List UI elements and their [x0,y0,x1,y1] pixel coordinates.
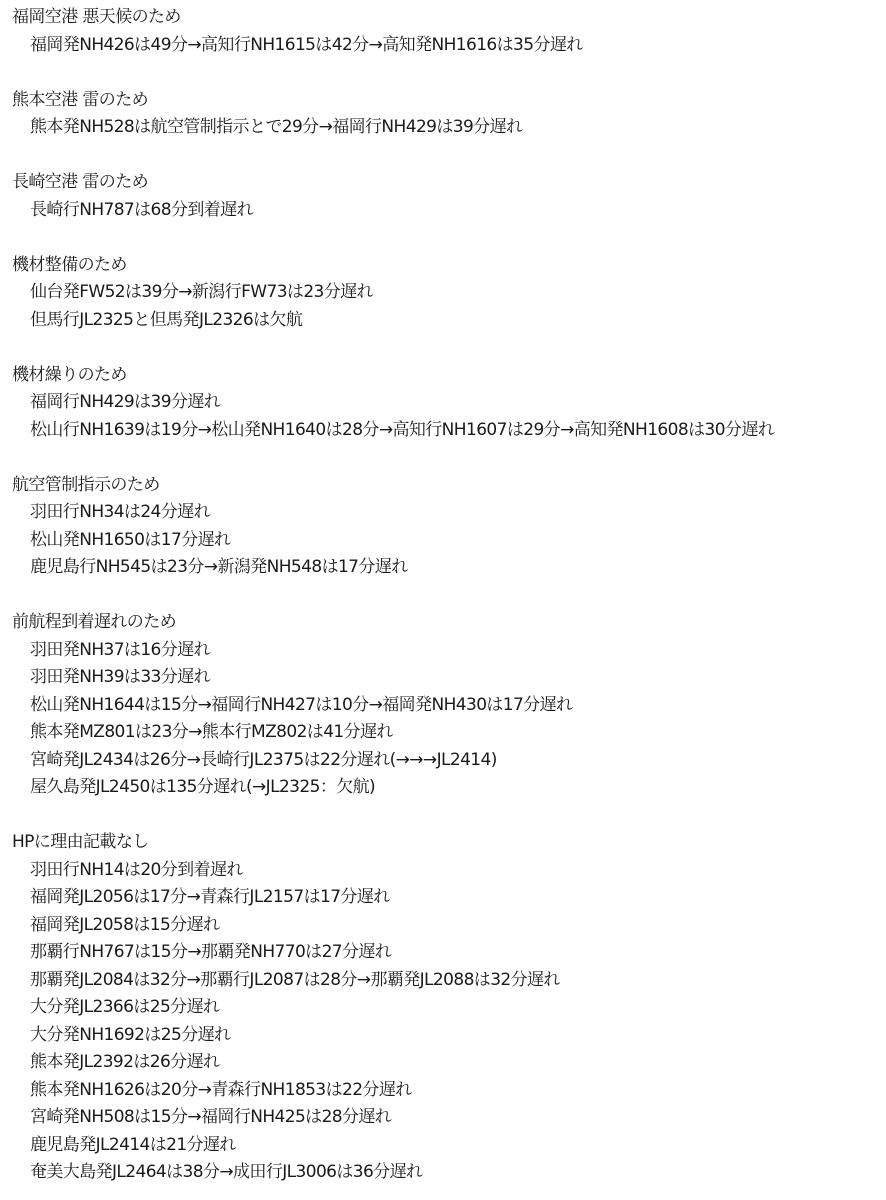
delay-line: 松山発NH1650は17分遅れ [30,529,231,550]
section-fukuoka-weather [12,4,886,59]
delay-line: 羽田行NH14は20分到着遅れ [30,859,243,880]
delay-line: 熊本発MZ801は23分→熊本行MZ802は41分遅れ [30,722,393,742]
delay-line: 大分発NH1692は25分遅れ [30,1024,231,1045]
delay-line: 松山発NH1644は15分→福岡行NH427は10分→福岡発NH430は17分遅れ [30,694,573,715]
delay-line: 那覇発JL2084は32分→那覇行JL2087は28分→那覇発JL2088は32分遅れ [30,969,560,990]
delay-line: 熊本発NH1626は20分→青森行NH1853は22分遅れ [30,1079,412,1100]
delay-line: 福岡行NH429は39分遅れ [30,392,221,412]
delay-line: 福岡発JL2056は17分→青森行JL2157は17分遅れ [30,887,390,907]
delay-line: 仙台発FW52は39分→新潟行FW73は23分遅れ [30,282,373,302]
section-atc-instruction [12,472,886,582]
delay-line: 羽田発NH37は16分遅れ [30,639,210,660]
delay-line: 長崎行NH787は68分到着遅れ [30,199,253,220]
delay-line: 宮崎発JL2434は26分→長崎行JL2375は22分遅れ(→→→JL2414) [30,749,497,770]
delay-line: 但馬行JL2325と但馬発JL2326は欠航 [30,309,303,330]
delay-line: 奄美大島発JL2464は38分→成田行JL3006は36分遅れ [30,1162,423,1182]
delay-line: 鹿児島発JL2414は21分遅れ [30,1134,236,1155]
section-nagasaki-thunder [12,169,886,224]
section-heading: 前航程到着遅れのため [12,612,176,632]
delay-line: 熊本発JL2392は26分遅れ [30,1052,220,1072]
delay-line: 鹿児島行NH545は23分→新潟発NH548は17分遅れ [30,557,408,577]
section-heading: 福岡空港 悪天候のため [12,7,181,27]
section-heading: 機材繰りのため [12,364,127,385]
section-previous-leg-delay [12,609,886,802]
delay-line: 松山行NH1639は19分→松山発NH1640は28分→高知行NH1607は29分→高知発NH1608は30分遅れ [30,419,775,440]
delay-line: 大分発JL2366は25分遅れ [30,997,220,1017]
delay-line: 熊本発NH528は航空管制指示とで29分→福岡行NH429は39分遅れ [30,117,523,137]
delay-line: 那覇行NH767は15分→那覇発NH770は27分遅れ [30,942,392,962]
section-aircraft-rotation [12,362,886,445]
section-no-reason [12,829,886,1187]
section-heading: 機材整備のため [12,254,127,275]
delay-line: 宮崎発NH508は15分→福岡行NH425は28分遅れ [30,1107,392,1127]
section-heading: 長崎空港 雷のため [12,172,149,192]
delay-line: 羽田発NH39は33分遅れ [30,667,210,687]
section-heading: HPに理由記載なし [12,832,149,852]
delay-line: 屋久島発JL2450は135分遅れ(→JL2325：欠航) [30,777,376,797]
section-maintenance [12,252,886,335]
delay-line: 福岡発NH426は49分→高知行NH1615は42分→高知発NH1616は35分遅れ [30,34,583,55]
section-heading: 航空管制指示のため [12,474,160,495]
section-kumamoto-thunder [12,87,886,142]
section-heading: 熊本空港 雷のため [12,89,149,110]
delay-line: 福岡発JL2058は15分遅れ [30,914,220,935]
delay-line: 羽田行NH34は24分遅れ [30,502,210,522]
